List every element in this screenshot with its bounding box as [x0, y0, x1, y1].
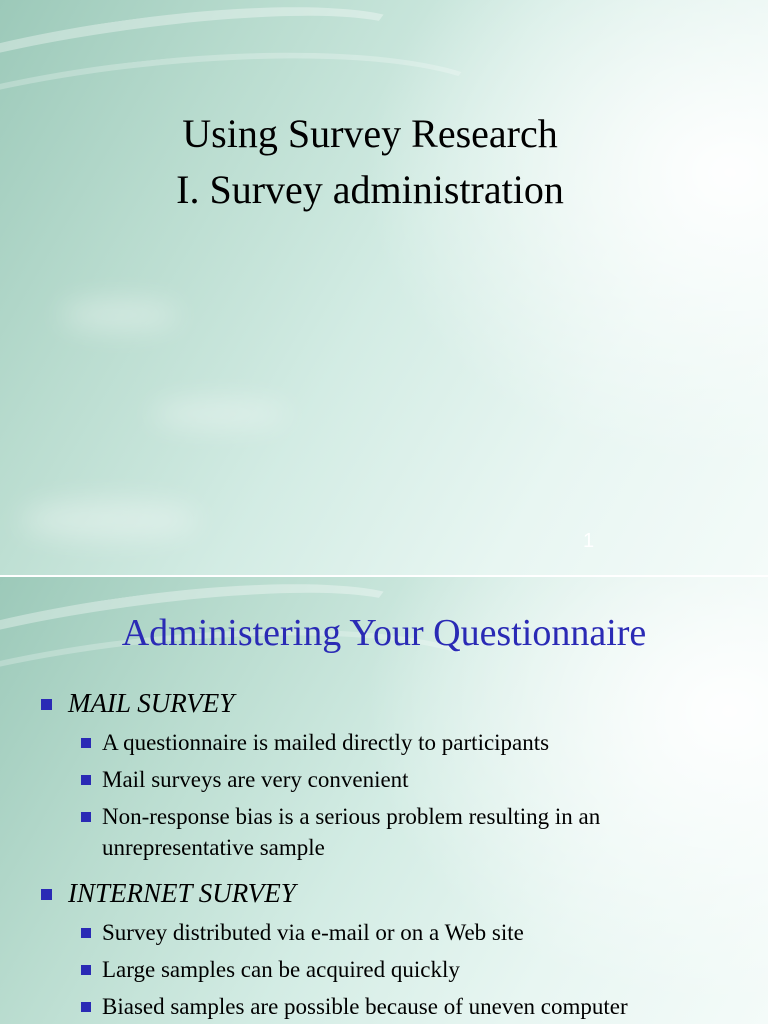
slide-number: 1	[583, 530, 595, 552]
bullet-item: Mail surveys are very convenient	[0, 764, 768, 795]
slide-title: Administering Your Questionnaire	[121, 612, 647, 654]
bullet-item: Survey distributed via e-mail or on a Web site	[0, 917, 768, 948]
bullet-item: Non-response bias is a serious problem resulting in an unrepresentative sample	[0, 801, 768, 863]
slide-2	[0, 577, 768, 1024]
bullet-list	[0, 681, 768, 1024]
bullet-group-internet-survey	[0, 875, 768, 1022]
background-highlight	[150, 400, 290, 428]
bullet-heading: INTERNET SURVEY	[0, 875, 768, 911]
bullet-heading: MAIL SURVEY	[0, 685, 768, 721]
bullet-item: A questionnaire is mailed directly to participants	[0, 727, 768, 758]
bullet-item: Large samples can be acquired quickly	[0, 954, 768, 985]
slide-title-line-1: Using Survey Research	[182, 111, 558, 156]
background-highlight	[60, 300, 180, 330]
bullet-group-mail-survey	[0, 685, 768, 863]
background-highlight	[20, 500, 200, 540]
slide-title-line-2: I. Survey administration	[176, 167, 564, 212]
bullet-item: Biased samples are possible because of uneven computer	[0, 991, 768, 1022]
